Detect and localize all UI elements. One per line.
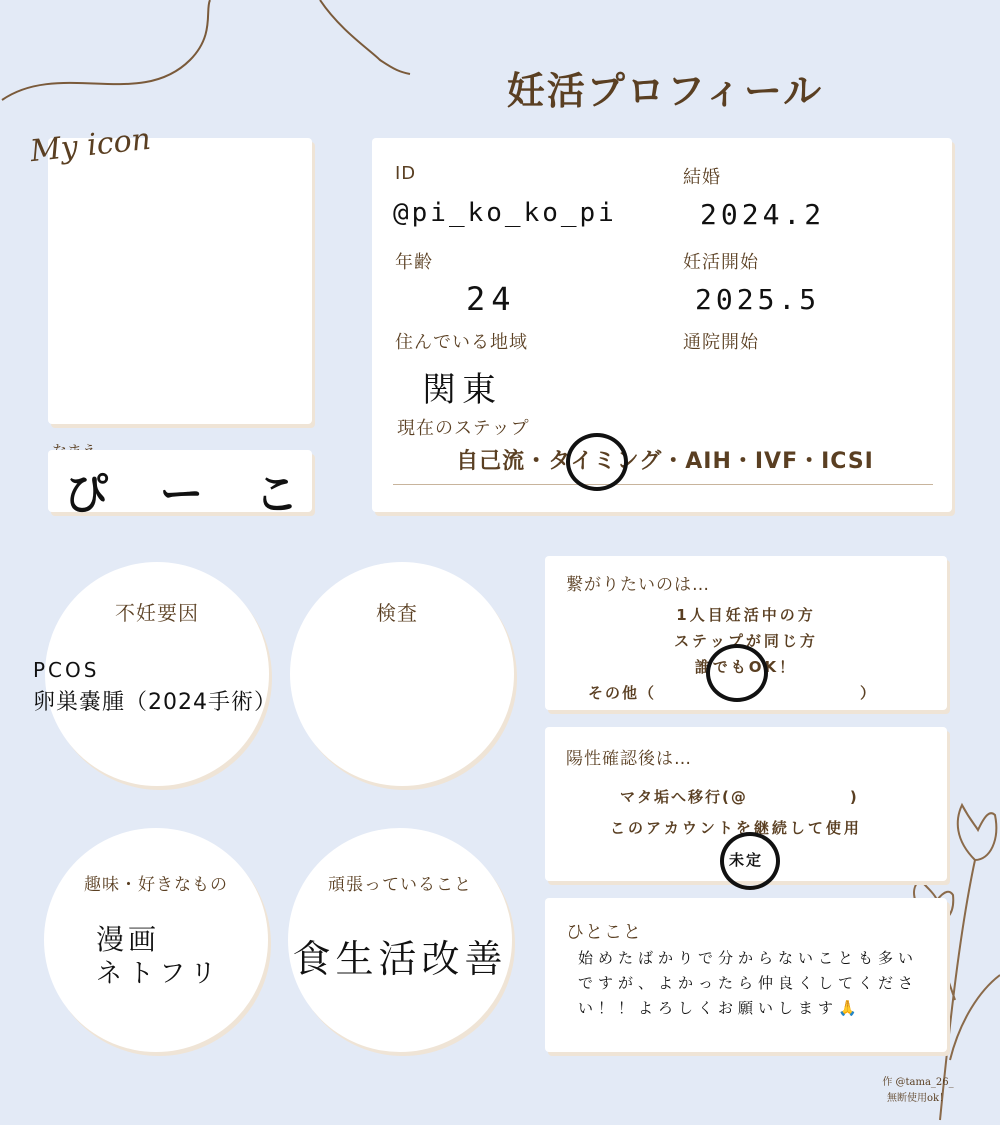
area-label: 住んでいる地域	[395, 332, 528, 353]
marriage-value: 2024.2	[700, 198, 826, 231]
clinic-label: 通院開始	[683, 332, 759, 353]
comment-label: ひとこと	[566, 922, 642, 943]
connect-option-4: その他（ ）	[588, 684, 878, 702]
curl-line-top	[320, 0, 410, 74]
name-value: ぴ ー こ	[64, 469, 317, 520]
id-value: @pi_ko_ko_pi	[393, 198, 617, 228]
step-label: 現在のステップ	[397, 418, 530, 439]
tests-circle	[290, 562, 514, 786]
infertility-line-2: 卵巣嚢腫（2024手術）	[33, 690, 277, 715]
marriage-label: 結婚	[683, 167, 721, 188]
infertility-label: 不妊要因	[115, 601, 199, 625]
connect-option-3: 誰でもOK！	[694, 658, 798, 676]
hobby-line-2: ネトフリ	[96, 959, 223, 989]
effort-value: 食生活改善	[292, 937, 508, 981]
effort-label: 頑張っていること	[328, 875, 472, 895]
curl-line-top-left	[2, 0, 210, 100]
id-label: ID	[395, 163, 417, 184]
tests-label: 検査	[376, 601, 418, 625]
connect-label: 繋がりたいのは…	[566, 575, 710, 595]
credit-line-2: 無断使用ok！	[886, 1093, 950, 1104]
area-value: 関東	[422, 370, 502, 410]
age-label: 年齢	[395, 252, 433, 273]
page-title: 妊活プロフィール	[506, 69, 824, 113]
after-positive-label: 陽性確認後は…	[566, 749, 692, 769]
infertility-line-1: PCOS	[33, 658, 100, 682]
my-icon-label: My icon	[28, 121, 153, 170]
start-value: 2025.5	[695, 283, 821, 316]
age-value: 24	[466, 280, 517, 318]
hobby-line-1: 漫画	[96, 923, 161, 956]
after-positive-option-3: 未定	[729, 851, 764, 869]
connect-option-1: 1人目妊活中の方	[676, 606, 816, 624]
step-divider	[393, 484, 933, 485]
step-options: 自己流・タイミング・AIH・IVF・ICSI	[456, 449, 874, 474]
credit-line-1: 作 @tama_26_	[882, 1077, 954, 1088]
after-positive-option-2: このアカウントを継続して使用	[610, 819, 862, 837]
hobby-label: 趣味・好きなもの	[84, 875, 228, 895]
start-label: 妊活開始	[683, 252, 759, 273]
after-positive-option-1: マタ垢へ移行(@ )	[620, 788, 859, 806]
icon-card[interactable]	[48, 138, 312, 424]
connect-option-2: ステップが同じ方	[674, 632, 818, 650]
comment-text: 始めたばかりで分からないことも多いですが、よかったら仲良くしてください！！よろしくお願いします🙏	[578, 949, 919, 1017]
